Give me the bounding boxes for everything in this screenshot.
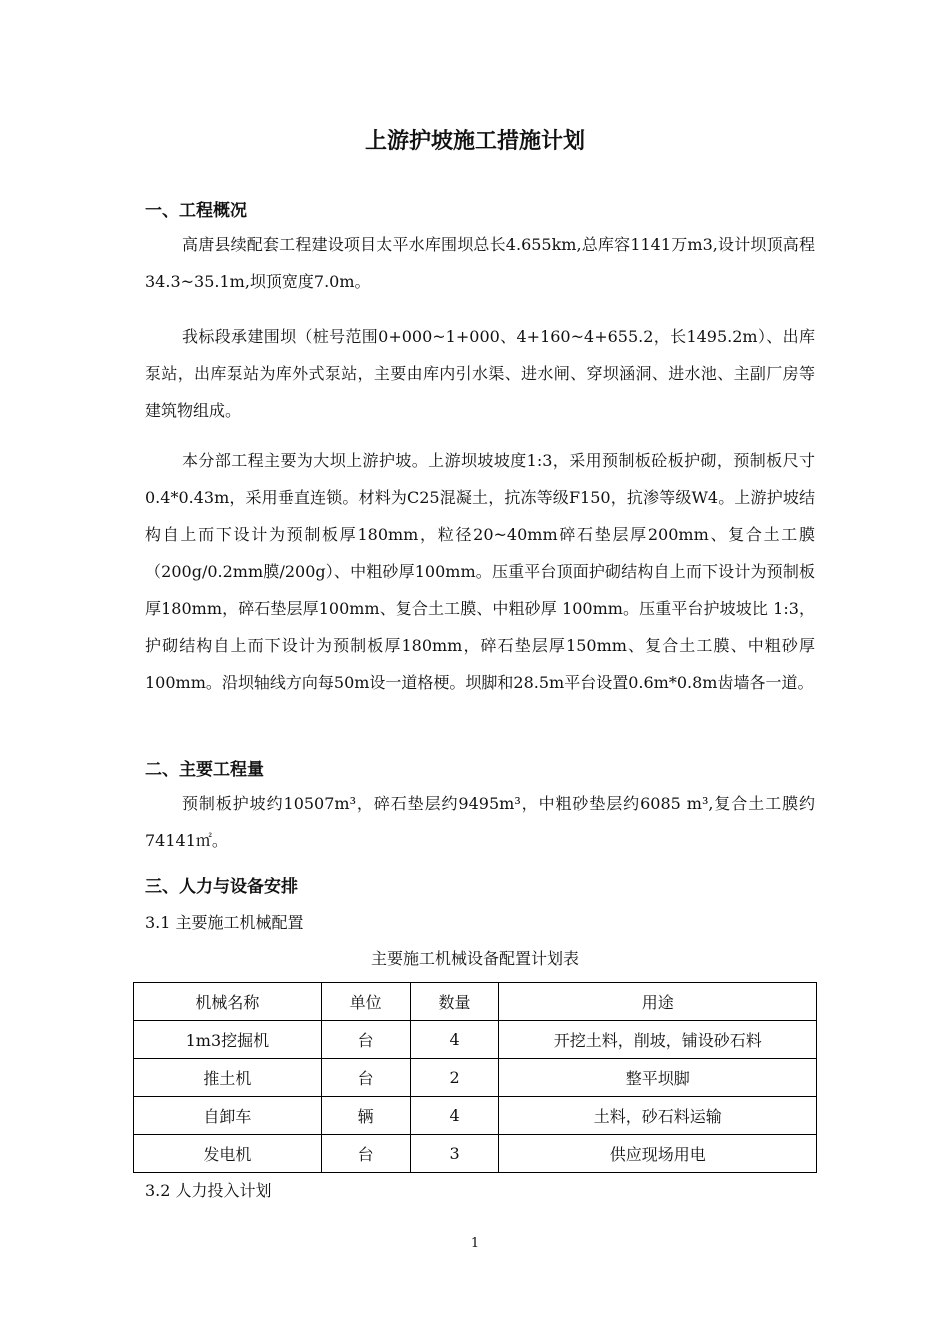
table-cell: 台: [321, 1135, 410, 1173]
subsection-3-2-heading: 3.2 人力投入计划: [145, 1181, 272, 1200]
table-cell: 开挖土料，削坡，铺设砂石料: [499, 1021, 817, 1059]
section-2-heading: 二、主要工程量: [145, 760, 264, 780]
table-cell: 1m3挖掘机: [134, 1021, 322, 1059]
table-cell: 4: [410, 1021, 499, 1059]
section-1-paragraph-3: 本分部工程主要为大坝上游护坡。上游坝坡坡度1:3，采用预制板砼板护砌，预制板尺寸0.4*0.43m，采用垂直连锁。材料为C25混凝土，抗冻等级F150，抗渗等级W4。上游护坡结构自上而下设计为预制板厚180mm，粒径20~40mm碎石垫层厚200mm、复合土工膜（200g/0.2mm膜/200g）、中粗砂厚100mm。压重平台顶面护砌结构自上而下设计为预制板厚180mm，碎石垫层厚100mm、复合土工膜、中粗砂厚 100mm。压重平台护坡坡比 1:3，护砌结构自上而下设计为预制板厚180mm，碎石垫层厚150mm、复合土工膜、中粗砂厚100mm。沿坝轴线方向每50m设一道格梗。坝脚和28.5m平台设置0.6m*0.8m齿墙各一道。: [145, 451, 815, 692]
table-cell: 自卸车: [134, 1097, 322, 1135]
table-cell: 3: [410, 1135, 499, 1173]
table-cell: 整平坝脚: [499, 1059, 817, 1097]
table-cell: 推土机: [134, 1059, 322, 1097]
table-row: [134, 1097, 817, 1135]
table-row: [134, 1059, 817, 1097]
subsection-3-1-heading: 3.1 主要施工机械配置: [145, 913, 304, 932]
table-header-cell: 用途: [499, 983, 817, 1021]
table-cell: 发电机: [134, 1135, 322, 1173]
section-1-paragraph-1: 高唐县续配套工程建设项目太平水库围坝总长4.655km,总库容1141万m3,设计坝顶高程34.3~35.1m,坝顶宽度7.0m。: [145, 235, 815, 291]
table-row: [134, 1021, 817, 1059]
page-title: 上游护坡施工措施计划: [364, 129, 585, 154]
table-header-cell: 数量: [410, 983, 499, 1021]
section-1-paragraph-2: 我标段承建围坝（桩号范围0+000~1+000、4+160~4+655.2，长1495.2m）、出库泵站，出库泵站为库外式泵站，主要由库内引水渠、进水闸、穿坝涵洞、进水池、主副厂房等建筑物组成。: [145, 327, 815, 420]
table-header-row: [134, 983, 817, 1021]
section-1-heading: 一、工程概况: [145, 201, 247, 221]
table-cell: 台: [321, 1021, 410, 1059]
table-cell: 4: [410, 1097, 499, 1135]
page-number: 1: [470, 1236, 480, 1251]
table-cell: 2: [410, 1059, 499, 1097]
section-2-paragraph-1: 预制板护坡约10507m³，碎石垫层约9495m³，中粗砂垫层约6085 m³,复合土工膜约74141㎡。: [145, 794, 815, 850]
table-header-cell: 机械名称: [134, 983, 322, 1021]
table-cell: 供应现场用电: [499, 1135, 817, 1173]
equipment-table: [133, 982, 817, 1173]
table-cell: 土料，砂石料运输: [499, 1097, 817, 1135]
table-header-cell: 单位: [321, 983, 410, 1021]
table-cell: 辆: [321, 1097, 410, 1135]
section-3-heading: 三、人力与设备安排: [145, 877, 298, 897]
table-row: [134, 1135, 817, 1173]
table-cell: 台: [321, 1059, 410, 1097]
table-caption: 主要施工机械设备配置计划表: [370, 949, 579, 968]
